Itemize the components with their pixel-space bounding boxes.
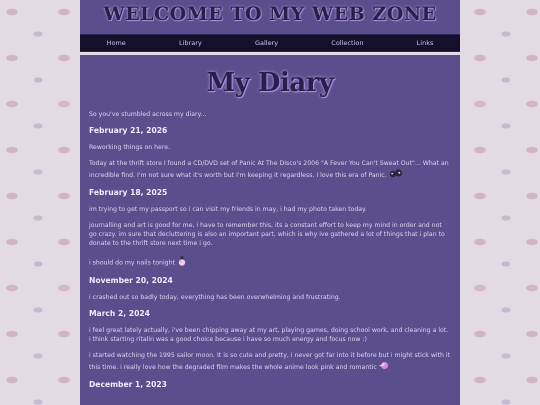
site-banner: [80, 0, 460, 34]
entry-date: March 2, 2024: [89, 309, 150, 319]
entry-text: i should do my nails tonight: [89, 259, 175, 267]
entry-paragraph: journalling and art is good for me, i have to remember this, its a constant effort to keep my mind in order and not go crazy. im sure that decluttering is also an important part, which is why ive gathered a lot of things that i plan to donate to the thrift store next time i go.: [89, 222, 445, 248]
banner-title: WELCOME TO MY WEB ZONE: [103, 3, 437, 25]
entry-paragraph: i feel great lately actually, i've been chipping away at my art, playing games, doing school work, and cleaning a lot. i think starting ritalin was a good choice because i have so much energy and focus now :): [89, 327, 449, 344]
entry-paragraph: [89, 256, 451, 269]
entry-date: December 1, 2023: [89, 379, 167, 389]
nav-links[interactable]: Links: [416, 39, 434, 47]
entry-date: February 21, 2026: [89, 126, 168, 136]
entry-text: Today at the thrift store I found a CD/DVD set of Panic At The Disco's 2006 "A Fever You Can't Sweat Out"... What an incredible find. I'm not sure what it's worth but I'm keeping it regardless. I love this era of Panic.: [89, 160, 449, 179]
diary-content: [89, 58, 451, 397]
entry-date: November 20, 2024: [89, 275, 173, 285]
divider: [80, 52, 460, 55]
sailor-moon-icon: [379, 361, 390, 373]
page-title: My Diary: [206, 68, 334, 98]
entry-text: i started watching the 1995 sailor moon. It is so cute and pretty, i never got far into it before but i might stick with it this time. i really love how the degraded film makes the whole anime look pink and romantic: [89, 352, 451, 371]
nav-library[interactable]: Library: [179, 39, 202, 47]
nail-polish-icon: [177, 256, 187, 269]
entry-paragraph: Reworking things on here.: [89, 144, 171, 152]
entry-paragraph: [89, 351, 451, 372]
entry-paragraph: [89, 159, 451, 180]
main-panel: [80, 0, 460, 405]
nav-collection[interactable]: Collection: [331, 39, 364, 47]
entry-paragraph: im trying to get my passport so i can visit my friends in may, i had my photo taken today.: [89, 205, 367, 213]
intro-text: So you've stumbled across my diary...: [89, 111, 207, 118]
entry-date: February 18, 2025: [89, 187, 168, 197]
nav-gallery[interactable]: Gallery: [254, 39, 279, 47]
entry-paragraph: i crashed out so badly today, everything has been overwhelming and frustrating.: [89, 293, 341, 301]
skull-sticker-icon: [389, 169, 403, 181]
top-nav: [80, 34, 460, 52]
nav-home[interactable]: Home: [106, 39, 126, 47]
